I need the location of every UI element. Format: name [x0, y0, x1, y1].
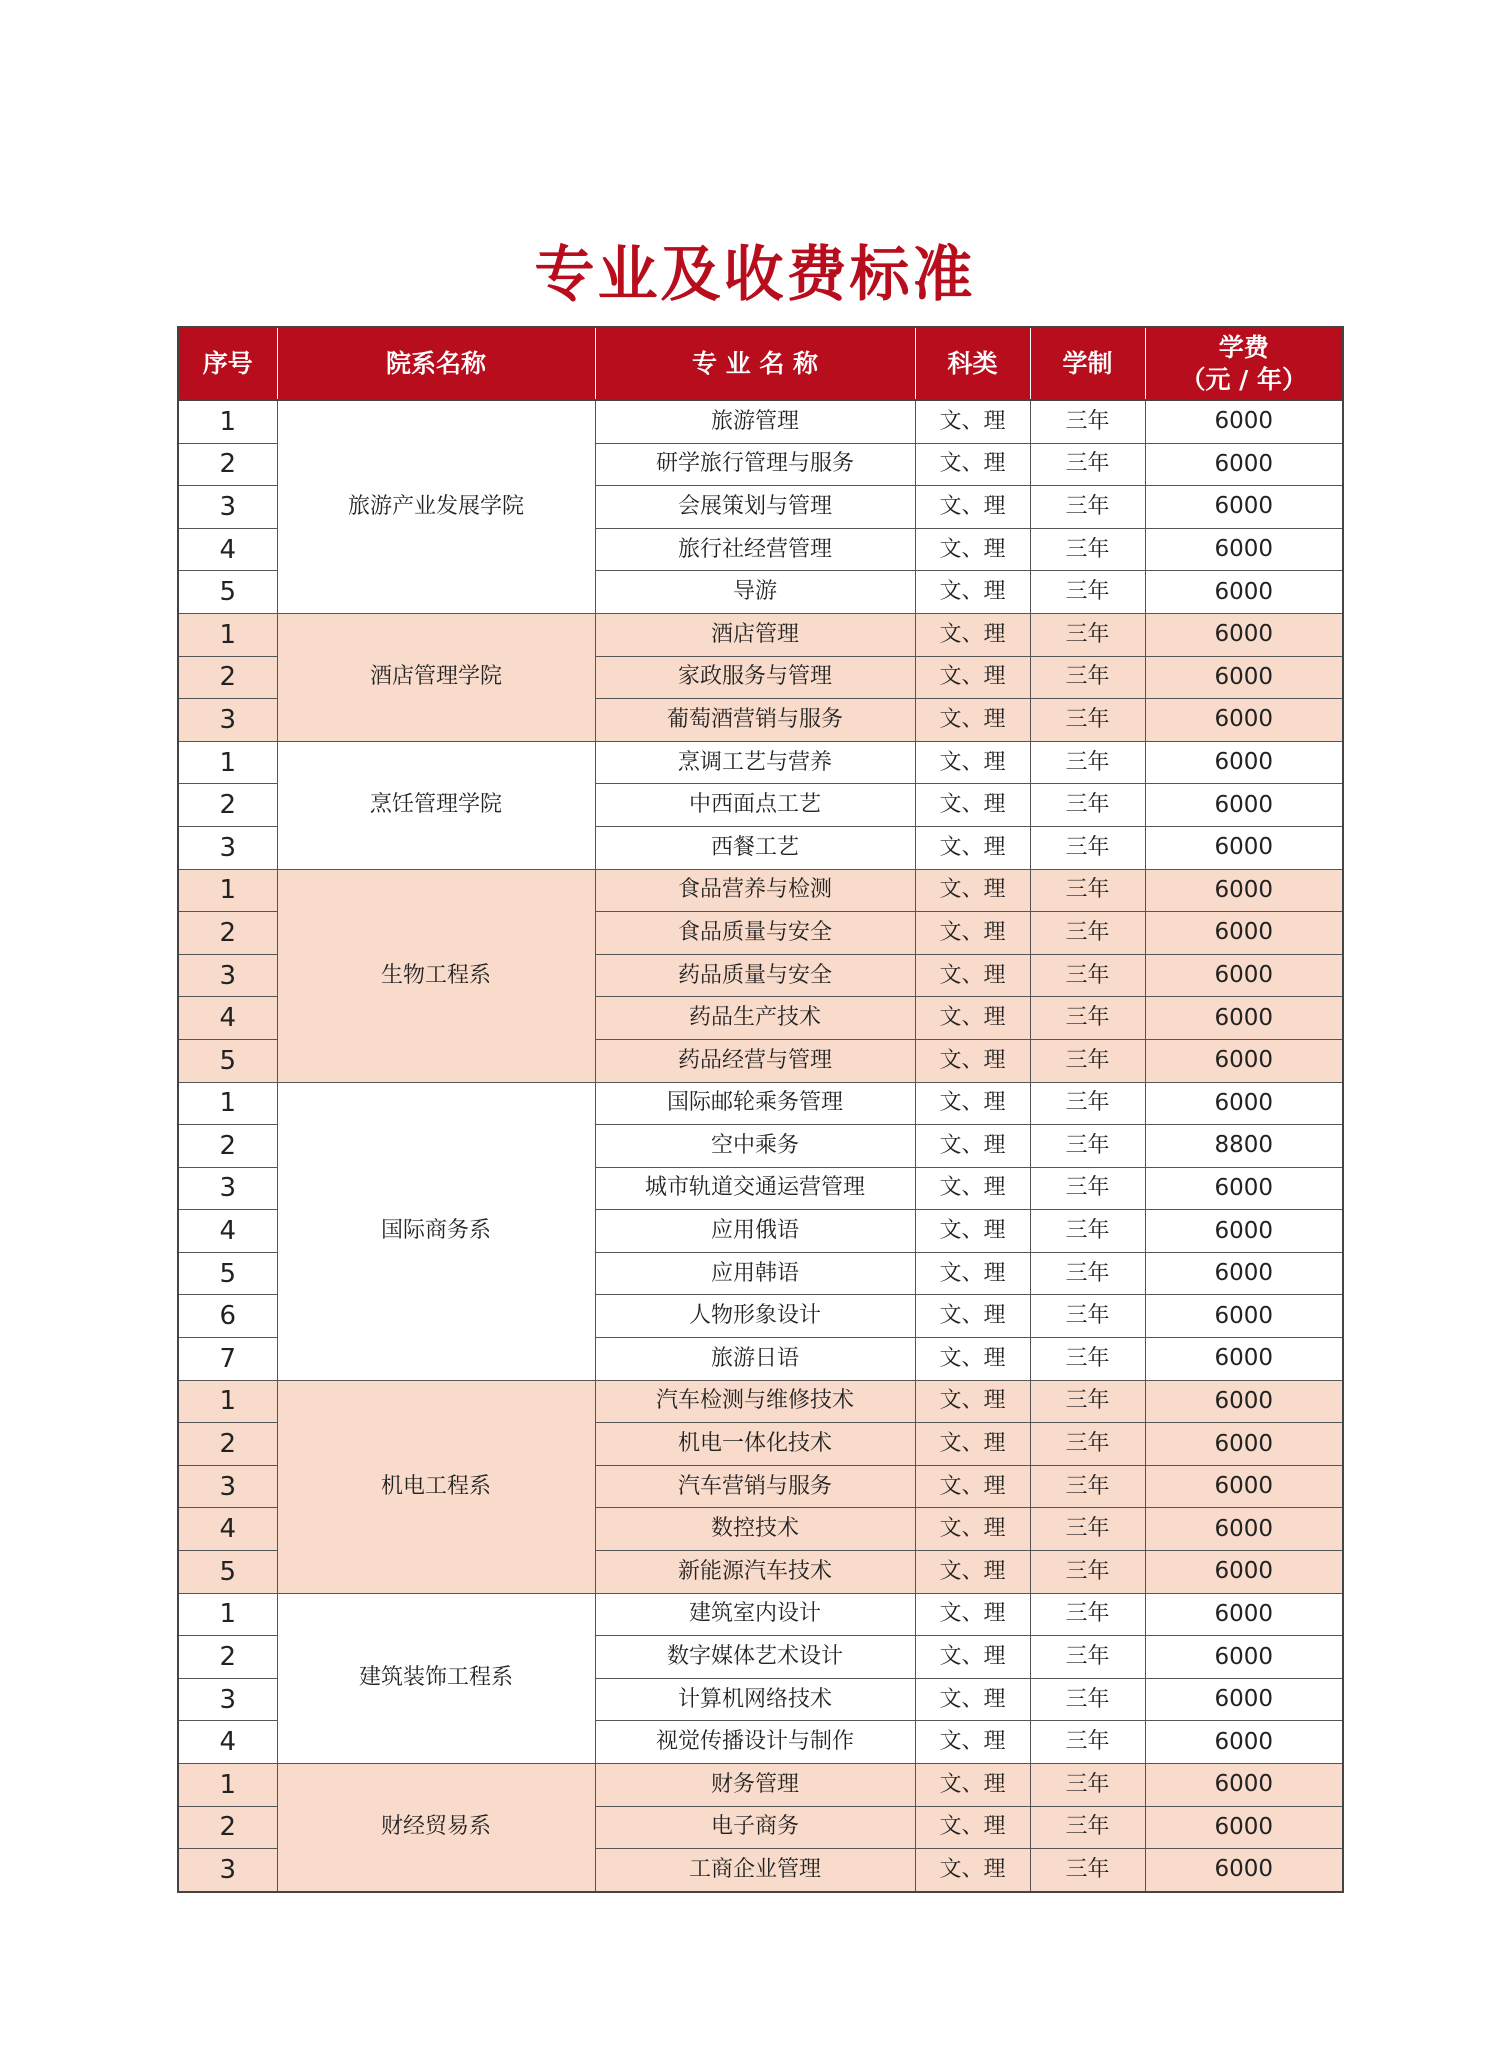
table-row: [178, 400, 1343, 443]
category: 文、理: [915, 613, 1030, 656]
tuition-fee: 6000: [1145, 1338, 1343, 1381]
major-name: 药品生产技术: [595, 997, 915, 1040]
duration: 三年: [1030, 571, 1145, 614]
tuition-fee: 6000: [1145, 1210, 1343, 1253]
category: 文、理: [915, 1082, 1030, 1125]
row-number: 4: [178, 1210, 277, 1253]
duration: 三年: [1030, 1849, 1145, 1892]
category: 文、理: [915, 1252, 1030, 1295]
major-name: 工商企业管理: [595, 1849, 915, 1892]
department-name: 烹饪管理学院: [277, 741, 595, 869]
row-number: 3: [178, 826, 277, 869]
category: 文、理: [915, 699, 1030, 742]
tuition-fee: 6000: [1145, 1636, 1343, 1679]
major-name: 旅行社经营管理: [595, 528, 915, 571]
department-name: 财经贸易系: [277, 1764, 595, 1892]
category: 文、理: [915, 1210, 1030, 1253]
table-row: [178, 1593, 1343, 1636]
tuition-fee: 6000: [1145, 571, 1343, 614]
row-number: 5: [178, 1039, 277, 1082]
tuition-fee: 6000: [1145, 869, 1343, 912]
major-name: 数控技术: [595, 1508, 915, 1551]
duration: 三年: [1030, 954, 1145, 997]
major-name: 电子商务: [595, 1806, 915, 1849]
tuition-fee: 6000: [1145, 1721, 1343, 1764]
row-number: 4: [178, 528, 277, 571]
row-number: 2: [178, 1423, 277, 1466]
row-number: 5: [178, 571, 277, 614]
row-number: 3: [178, 699, 277, 742]
duration: 三年: [1030, 1806, 1145, 1849]
duration: 三年: [1030, 1082, 1145, 1125]
major-name: 酒店管理: [595, 613, 915, 656]
major-name: 空中乘务: [595, 1125, 915, 1168]
duration: 三年: [1030, 741, 1145, 784]
major-name: 人物形象设计: [595, 1295, 915, 1338]
row-number: 1: [178, 613, 277, 656]
header-major: 专 业 名 称: [595, 327, 915, 400]
category: 文、理: [915, 1721, 1030, 1764]
duration: 三年: [1030, 699, 1145, 742]
page-title: 专业及收费标准: [534, 240, 976, 311]
category: 文、理: [915, 784, 1030, 827]
row-number: 1: [178, 1380, 277, 1423]
tuition-fee: 6000: [1145, 656, 1343, 699]
header-fee-line2: （元 / 年）: [1180, 364, 1308, 394]
duration: 三年: [1030, 486, 1145, 529]
duration: 三年: [1030, 1593, 1145, 1636]
category: 文、理: [915, 741, 1030, 784]
tuition-fee: 6000: [1145, 1082, 1343, 1125]
tuition-fee: 6000: [1145, 528, 1343, 571]
row-number: 3: [178, 486, 277, 529]
row-number: 1: [178, 741, 277, 784]
header-no: 序号: [178, 327, 277, 400]
row-number: 4: [178, 1721, 277, 1764]
row-number: 3: [178, 954, 277, 997]
header-duration: 学制: [1030, 327, 1145, 400]
duration: 三年: [1030, 1508, 1145, 1551]
major-name: 应用韩语: [595, 1252, 915, 1295]
tuition-fee: 6000: [1145, 1806, 1343, 1849]
row-number: 4: [178, 1508, 277, 1551]
row-number: 5: [178, 1252, 277, 1295]
tuition-fee: 6000: [1145, 1423, 1343, 1466]
category: 文、理: [915, 1039, 1030, 1082]
category: 文、理: [915, 1593, 1030, 1636]
tuition-fee: 6000: [1145, 912, 1343, 955]
tuition-fee: 6000: [1145, 1252, 1343, 1295]
major-name: 视觉传播设计与制作: [595, 1721, 915, 1764]
tuition-fee: 6000: [1145, 1849, 1343, 1892]
duration: 三年: [1030, 1423, 1145, 1466]
duration: 三年: [1030, 1252, 1145, 1295]
duration: 三年: [1030, 1295, 1145, 1338]
major-name: 导游: [595, 571, 915, 614]
major-name: 财务管理: [595, 1764, 915, 1807]
tuition-fee: 6000: [1145, 1551, 1343, 1594]
tuition-fee: 6000: [1145, 1167, 1343, 1210]
row-number: 2: [178, 1806, 277, 1849]
category: 文、理: [915, 1380, 1030, 1423]
major-name: 机电一体化技术: [595, 1423, 915, 1466]
major-name: 药品质量与安全: [595, 954, 915, 997]
category: 文、理: [915, 826, 1030, 869]
duration: 三年: [1030, 1338, 1145, 1381]
tuition-fee: 6000: [1145, 1380, 1343, 1423]
tuition-fee: 6000: [1145, 699, 1343, 742]
tuition-fee: 6000: [1145, 443, 1343, 486]
table-row: [178, 1380, 1343, 1423]
category: 文、理: [915, 1508, 1030, 1551]
department-name: 国际商务系: [277, 1082, 595, 1380]
major-name: 汽车营销与服务: [595, 1465, 915, 1508]
major-name: 建筑室内设计: [595, 1593, 915, 1636]
duration: 三年: [1030, 826, 1145, 869]
major-name: 会展策划与管理: [595, 486, 915, 529]
table-row: [178, 741, 1343, 784]
category: 文、理: [915, 1125, 1030, 1168]
category: 文、理: [915, 1678, 1030, 1721]
category: 文、理: [915, 1295, 1030, 1338]
category: 文、理: [915, 486, 1030, 529]
major-name: 计算机网络技术: [595, 1678, 915, 1721]
tuition-fee: 6000: [1145, 784, 1343, 827]
table-row: [178, 869, 1343, 912]
duration: 三年: [1030, 1380, 1145, 1423]
department-name: 机电工程系: [277, 1380, 595, 1593]
duration: 三年: [1030, 443, 1145, 486]
duration: 三年: [1030, 1039, 1145, 1082]
tuition-fee: 6000: [1145, 1593, 1343, 1636]
category: 文、理: [915, 400, 1030, 443]
category: 文、理: [915, 1636, 1030, 1679]
duration: 三年: [1030, 912, 1145, 955]
category: 文、理: [915, 1338, 1030, 1381]
category: 文、理: [915, 656, 1030, 699]
row-number: 1: [178, 869, 277, 912]
duration: 三年: [1030, 1636, 1145, 1679]
tuition-fee: 6000: [1145, 1678, 1343, 1721]
major-name: 旅游管理: [595, 400, 915, 443]
major-name: 应用俄语: [595, 1210, 915, 1253]
category: 文、理: [915, 443, 1030, 486]
row-number: 1: [178, 1764, 277, 1807]
row-number: 3: [178, 1167, 277, 1210]
major-name: 食品营养与检测: [595, 869, 915, 912]
category: 文、理: [915, 1551, 1030, 1594]
row-number: 2: [178, 443, 277, 486]
major-name: 中西面点工艺: [595, 784, 915, 827]
header-department: 院系名称: [277, 327, 595, 400]
duration: 三年: [1030, 1210, 1145, 1253]
major-name: 旅游日语: [595, 1338, 915, 1381]
table-body: [178, 400, 1343, 1892]
major-name: 国际邮轮乘务管理: [595, 1082, 915, 1125]
header-fee-line1: 学费: [1218, 333, 1269, 363]
row-number: 2: [178, 912, 277, 955]
category: 文、理: [915, 954, 1030, 997]
category: 文、理: [915, 997, 1030, 1040]
tuition-fee: 6000: [1145, 1764, 1343, 1807]
row-number: 6: [178, 1295, 277, 1338]
duration: 三年: [1030, 400, 1145, 443]
major-name: 研学旅行管理与服务: [595, 443, 915, 486]
row-number: 2: [178, 1125, 277, 1168]
duration: 三年: [1030, 1721, 1145, 1764]
fee-table: [177, 326, 1344, 1893]
duration: 三年: [1030, 997, 1145, 1040]
department-name: 建筑装饰工程系: [277, 1593, 595, 1763]
duration: 三年: [1030, 1167, 1145, 1210]
department-name: 酒店管理学院: [277, 613, 595, 741]
tuition-fee: 6000: [1145, 1508, 1343, 1551]
major-name: 烹调工艺与营养: [595, 741, 915, 784]
department-name: 旅游产业发展学院: [277, 400, 595, 613]
major-name: 西餐工艺: [595, 826, 915, 869]
row-number: 7: [178, 1338, 277, 1381]
major-name: 药品经营与管理: [595, 1039, 915, 1082]
tuition-fee: 6000: [1145, 613, 1343, 656]
row-number: 1: [178, 400, 277, 443]
tuition-fee: 6000: [1145, 954, 1343, 997]
row-number: 1: [178, 1082, 277, 1125]
tuition-fee: 6000: [1145, 826, 1343, 869]
major-name: 数字媒体艺术设计: [595, 1636, 915, 1679]
row-number: 1: [178, 1593, 277, 1636]
category: 文、理: [915, 571, 1030, 614]
header-fee: [1145, 327, 1343, 400]
major-name: 食品质量与安全: [595, 912, 915, 955]
category: 文、理: [915, 1167, 1030, 1210]
row-number: 3: [178, 1678, 277, 1721]
tuition-fee: 6000: [1145, 997, 1343, 1040]
row-number: 2: [178, 656, 277, 699]
row-number: 2: [178, 1636, 277, 1679]
category: 文、理: [915, 528, 1030, 571]
category: 文、理: [915, 869, 1030, 912]
row-number: 3: [178, 1465, 277, 1508]
duration: 三年: [1030, 656, 1145, 699]
duration: 三年: [1030, 1764, 1145, 1807]
duration: 三年: [1030, 784, 1145, 827]
duration: 三年: [1030, 528, 1145, 571]
major-name: 汽车检测与维修技术: [595, 1380, 915, 1423]
major-name: 葡萄酒营销与服务: [595, 699, 915, 742]
duration: 三年: [1030, 1678, 1145, 1721]
duration: 三年: [1030, 1125, 1145, 1168]
row-number: 3: [178, 1849, 277, 1892]
major-name: 城市轨道交通运营管理: [595, 1167, 915, 1210]
tuition-fee: 6000: [1145, 400, 1343, 443]
duration: 三年: [1030, 1465, 1145, 1508]
category: 文、理: [915, 1806, 1030, 1849]
category: 文、理: [915, 1423, 1030, 1466]
tuition-fee: 8800: [1145, 1125, 1343, 1168]
duration: 三年: [1030, 1551, 1145, 1594]
table-header: [178, 327, 1343, 400]
table-row: [178, 613, 1343, 656]
tuition-fee: 6000: [1145, 1295, 1343, 1338]
table-row: [178, 1082, 1343, 1125]
tuition-fee: 6000: [1145, 741, 1343, 784]
row-number: 5: [178, 1551, 277, 1594]
tuition-fee: 6000: [1145, 486, 1343, 529]
duration: 三年: [1030, 613, 1145, 656]
category: 文、理: [915, 1764, 1030, 1807]
department-name: 生物工程系: [277, 869, 595, 1082]
table-row: [178, 1764, 1343, 1807]
category: 文、理: [915, 912, 1030, 955]
major-name: 新能源汽车技术: [595, 1551, 915, 1594]
header-category: 科类: [915, 327, 1030, 400]
row-number: 4: [178, 997, 277, 1040]
tuition-fee: 6000: [1145, 1465, 1343, 1508]
major-name: 家政服务与管理: [595, 656, 915, 699]
row-number: 2: [178, 784, 277, 827]
header-row: [178, 327, 1343, 400]
category: 文、理: [915, 1849, 1030, 1892]
category: 文、理: [915, 1465, 1030, 1508]
tuition-fee: 6000: [1145, 1039, 1343, 1082]
duration: 三年: [1030, 869, 1145, 912]
